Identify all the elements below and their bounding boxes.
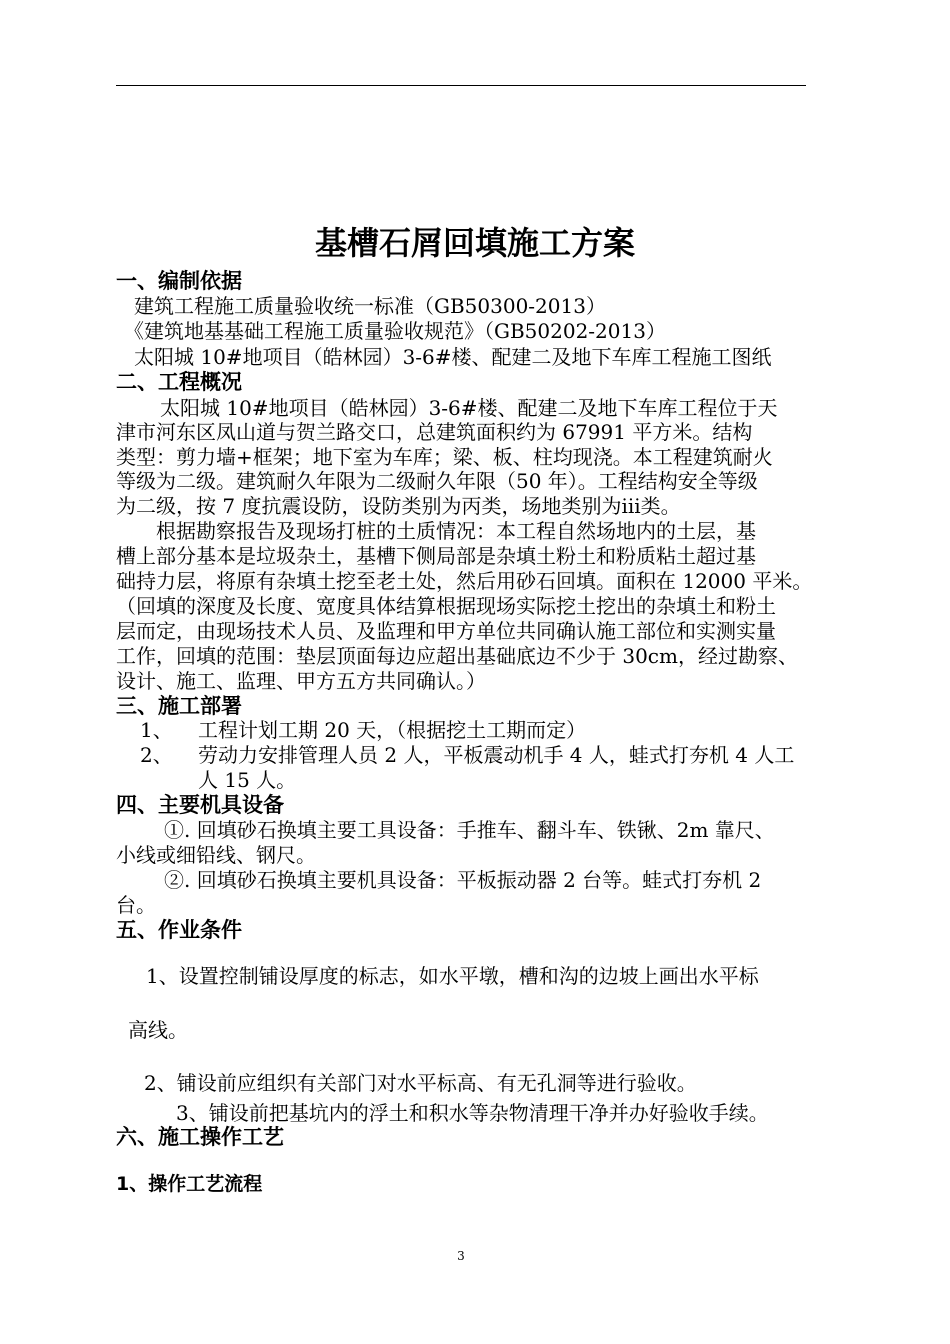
deployment-item-number: 2、 bbox=[140, 743, 173, 767]
overview-line: 为二级，按 7 度抗震设防，设防类别为丙类，场地类别为iii类。 bbox=[116, 494, 681, 518]
deployment-item-text: 工程计划工期 20 天，（根据挖土工期而定） bbox=[198, 718, 587, 742]
deployment-item-number: 1、 bbox=[140, 718, 173, 742]
header-rule bbox=[116, 85, 806, 86]
overview-line: 根据勘察报告及现场打桩的土质情况：本工程自然场地内的土层，基 bbox=[156, 519, 756, 543]
equipment-line: ①. 回填砂石换填主要工具设备：手推车、翻斗车、铁锹、2m 靠尺、 bbox=[164, 818, 775, 842]
overview-line: 础持力层，将原有杂填土挖至老土处，然后用砂石回填。面积在 12000 平米。 bbox=[116, 569, 813, 593]
conditions-line: 1、设置控制铺设厚度的标志，如水平墩，槽和沟的边坡上画出水平标 bbox=[146, 964, 759, 988]
equipment-line: 小线或细铅线、钢尺。 bbox=[116, 843, 316, 867]
section-heading-conditions: 五、作业条件 bbox=[116, 918, 242, 942]
overview-line: 太阳城 10#地项目（皓林园）3-6#楼、配建二及地下车库工程位于天 bbox=[160, 396, 778, 420]
page-number: 3 bbox=[457, 1249, 465, 1263]
basis-line: 《建筑地基基础工程施工质量验收规范》（GB50202-2013） bbox=[124, 319, 666, 343]
basis-line: 太阳城 10#地项目（皓林园）3-6#楼、配建二及地下车库工程施工图纸 bbox=[134, 345, 772, 369]
conditions-line: 2、铺设前应组织有关部门对水平标高、有无孔洞等进行验收。 bbox=[144, 1071, 697, 1095]
overview-line: （回填的深度及长度、宽度具体结算根据现场实际挖土挖出的杂填土和粉土 bbox=[116, 594, 776, 618]
section-heading-equipment: 四、主要机具设备 bbox=[116, 793, 284, 817]
deployment-item-text: 劳动力安排管理人员 2 人，平板震动机手 4 人，蛙式打夯机 4 人工 bbox=[198, 743, 795, 767]
conditions-line: 高线。 bbox=[128, 1018, 188, 1042]
overview-line: 工作，回填的范围：垫层顶面每边应超出基础底边不少于 30cm，经过勘察、 bbox=[116, 644, 798, 668]
section-heading-overview: 二、工程概况 bbox=[116, 370, 242, 394]
basis-line: 建筑工程施工质量验收统一标准（GB50300-2013） bbox=[134, 294, 606, 318]
overview-line: 槽上部分基本是垃圾杂土，基槽下侧局部是杂填土粉土和粉质粘土超过基 bbox=[116, 544, 756, 568]
document-title: 基槽石屑回填施工方案 bbox=[314, 224, 635, 262]
equipment-line: ②. 回填砂石换填主要机具设备：平板振动器 2 台等。蛙式打夯机 2 bbox=[164, 868, 762, 892]
overview-line: 津市河东区凤山道与贺兰路交口，总建筑面积约为 67991 平方米。结构 bbox=[116, 420, 753, 444]
overview-line: 设计、施工、监理、甲方五方共同确认。） bbox=[116, 669, 486, 693]
section-heading-process: 六、施工操作工艺 bbox=[116, 1125, 284, 1149]
deployment-item-continuation: 人 15 人。 bbox=[198, 768, 297, 792]
equipment-line: 台。 bbox=[116, 893, 156, 917]
overview-line: 等级为二级。建筑耐久年限为二级耐久年限（50 年）。工程结构安全等级 bbox=[116, 469, 758, 493]
overview-line: 类型：剪力墙+框架；地下室为车库；梁、板、柱均现浇。本工程建筑耐火 bbox=[116, 445, 773, 469]
section-heading-deployment: 三、施工部署 bbox=[116, 694, 242, 718]
subsection-heading-process-flow: 1、操作工艺流程 bbox=[116, 1173, 263, 1195]
overview-line: 层而定，由现场技术人员、及监理和甲方单位共同确认施工部位和实测实量 bbox=[116, 619, 776, 643]
conditions-line: 3、铺设前把基坑内的浮土和积水等杂物清理干净并办好验收手续。 bbox=[176, 1101, 769, 1125]
section-heading-basis: 一、编制依据 bbox=[116, 269, 242, 293]
